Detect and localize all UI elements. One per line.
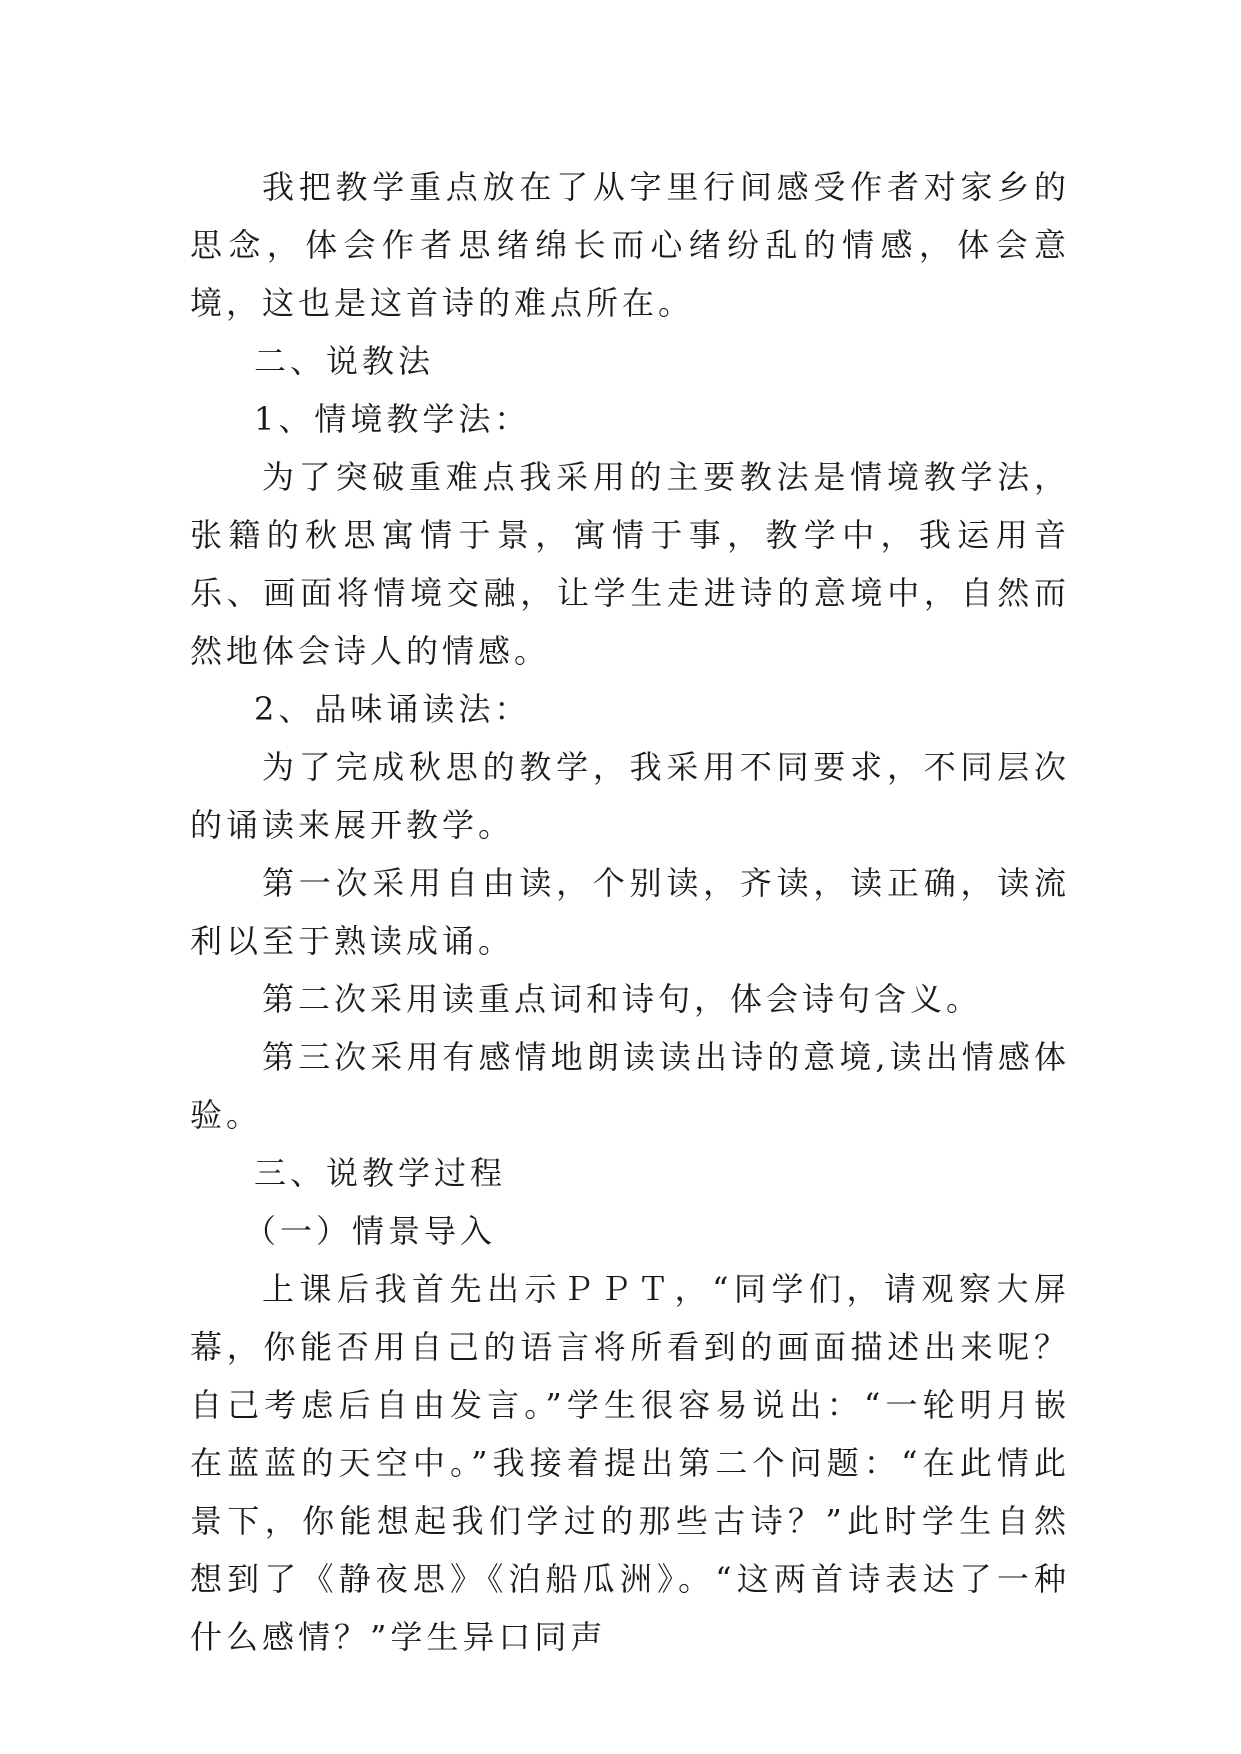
heading-teaching-method: 二、说教法 [254,342,435,380]
heading-teaching-process: 三、说教学过程 [254,1154,507,1192]
paragraph-scene-introduction: 上课后我首先出示ＰＰＴ，“同学们，请观察大屏幕，你能否用自己的语言将所看到的画面描述出来呢？自己考虑后自由发言。”学生很容易说出：“一轮明月嵌在蓝蓝的天空中。”我接着提出第二个问题：“在此情此景下，你能想起我们学过的那些古诗？”此时学生自然想到了《静夜思》《泊船瓜洲》。“这两首诗表达了一种什么感情？”学生异口同声 [190,1270,1070,1656]
paragraph-situational-method: 为了突破重难点我采用的主要教法是情境教学法，张籍的秋思寓情于景，寓情于事，教学中，我运用音乐、画面将情境交融，让学生走进诗的意境中，自然而然地体会诗人的情感。 [190,458,1070,670]
paragraph-first-reading: 第一次采用自由读，个别读，齐读，读正确，读流利以至于熟读成诵。 [190,864,1070,960]
paragraph-second-reading: 第二次采用读重点词和诗句，体会诗句含义。 [262,980,983,1018]
paragraph-reading-method: 为了完成秋思的教学，我采用不同要求，不同层次的诵读来展开教学。 [190,748,1070,844]
heading-situational-method: 1、情境教学法： [254,400,531,438]
paragraph-teaching-focus: 我把教学重点放在了从字里行间感受作者对家乡的思念，体会作者思绪绵长而心绪纷乱的情感，体会意境，这也是这首诗的难点所在。 [190,168,1070,322]
paragraph-third-reading: 第三次采用有感情地朗读读出诗的意境,读出情感体验。 [190,1038,1070,1134]
heading-reading-method: 2、品味诵读法： [254,690,531,728]
heading-scene-introduction: （一）情景导入 [244,1212,497,1250]
document-page [190,158,1070,1666]
